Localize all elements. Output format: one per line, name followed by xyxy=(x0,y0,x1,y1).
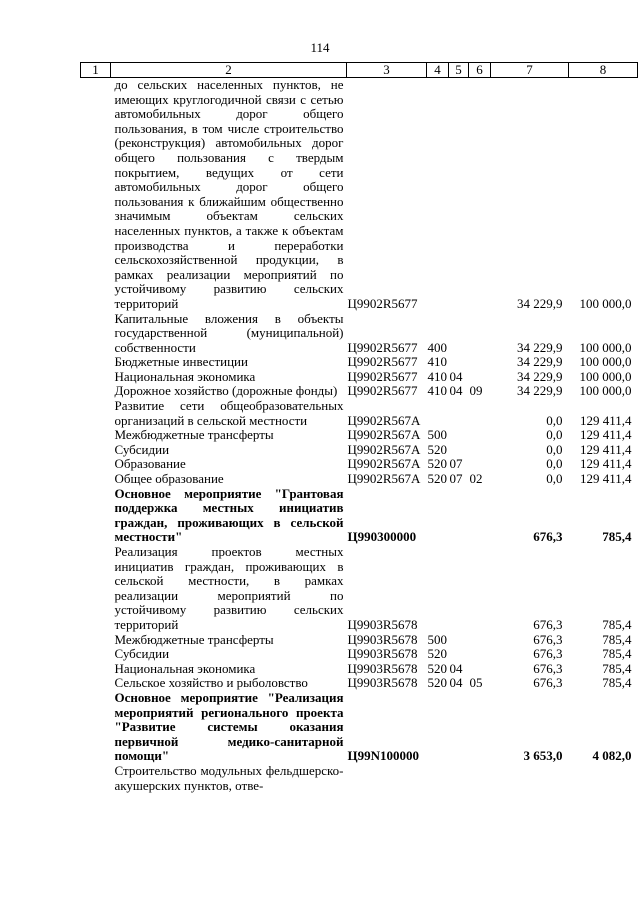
subsection-cell xyxy=(469,78,491,312)
target-article-code-cell: Ц9902R5677 xyxy=(347,368,418,384)
amount-cell: 4 082,0 xyxy=(592,748,632,764)
target-article-code-cell: Ц9902R567A xyxy=(347,456,421,472)
row-number-cell xyxy=(81,399,111,428)
amount-cell: 129 411,4 xyxy=(579,427,632,443)
section-cell xyxy=(449,399,469,428)
section-cell: 04 xyxy=(449,675,463,691)
table-row xyxy=(81,764,638,793)
table-row xyxy=(81,633,638,648)
description-cell: Развитие сети общеобразовательных организаций в сельской местности xyxy=(114,398,344,428)
subsection-cell: 02 xyxy=(469,471,483,487)
description-cell: Субсидии xyxy=(114,646,170,662)
row-number-cell xyxy=(81,647,111,662)
amount-cell: 100 000,0 xyxy=(579,339,632,355)
expense-type-cell: 410 xyxy=(427,368,447,384)
table-header-row xyxy=(81,63,638,78)
subsection-cell xyxy=(469,647,491,662)
table-row xyxy=(81,487,638,545)
amount-cell xyxy=(569,764,638,793)
row-number-cell xyxy=(81,370,111,385)
expense-type-cell: 400 xyxy=(427,339,447,355)
target-article-code-cell: Ц9902R567A xyxy=(347,427,421,443)
row-number-cell xyxy=(81,384,111,399)
target-article-code-cell xyxy=(347,764,427,793)
amount-cell: 34 229,9 xyxy=(517,354,563,370)
subsection-cell: 05 xyxy=(469,675,483,691)
table-row xyxy=(81,370,638,385)
description-cell: Национальная экономика xyxy=(114,368,256,384)
subsection-cell xyxy=(469,487,491,545)
column-header: 8 xyxy=(569,63,638,78)
expense-type-cell: 520 xyxy=(427,646,447,662)
row-number-cell xyxy=(81,428,111,443)
amount-cell xyxy=(491,764,569,793)
amount-cell: 34 229,9 xyxy=(517,295,563,311)
amount-cell: 676,3 xyxy=(533,660,563,676)
row-number-cell xyxy=(81,691,111,764)
section-cell: 07 xyxy=(449,456,463,472)
section-cell xyxy=(449,443,469,458)
page-number: 114 xyxy=(310,40,330,55)
amount-cell: 785,4 xyxy=(602,646,632,662)
expense-type-cell xyxy=(427,545,449,633)
amount-cell: 3 653,0 xyxy=(523,748,563,764)
target-article-code-cell: Ц9902R567A xyxy=(347,441,421,457)
target-article-code-cell: Ц9902R5677 xyxy=(347,383,418,399)
description-cell: Капитальные вложения в объекты государственной (муниципальной) собственности xyxy=(114,310,344,355)
subsection-cell xyxy=(469,428,491,443)
row-number-cell xyxy=(81,764,111,793)
table-row xyxy=(81,443,638,458)
section-cell: 07 xyxy=(449,471,463,487)
target-article-code-cell: Ц9903R5678 xyxy=(347,616,418,632)
section-cell xyxy=(449,487,469,545)
target-article-code-cell: Ц9902R567A xyxy=(347,412,421,428)
expense-type-cell xyxy=(427,691,449,764)
table-row xyxy=(81,312,638,356)
target-article-code-cell: Ц99N100000 xyxy=(347,748,419,764)
amount-cell: 676,3 xyxy=(533,675,563,691)
amount-cell: 0,0 xyxy=(546,412,563,428)
target-article-code-cell: Ц9903R5678 xyxy=(347,675,418,691)
description-cell: Общее образование xyxy=(114,471,224,487)
amount-cell: 100 000,0 xyxy=(579,383,632,399)
section-cell: 04 xyxy=(449,383,463,399)
table-row xyxy=(81,457,638,472)
column-header: 1 xyxy=(81,63,111,78)
row-number-cell xyxy=(81,78,111,312)
subsection-cell xyxy=(469,443,491,458)
expense-type-cell xyxy=(427,399,449,428)
description-cell: Основное мероприятие "Грантовая поддержка местных инициатив граждан, проживающих в сельской местности" xyxy=(114,485,344,545)
amount-cell: 129 411,4 xyxy=(579,412,632,428)
target-article-code-cell: Ц9903R5678 xyxy=(347,631,418,647)
subsection-cell xyxy=(469,545,491,633)
table-row xyxy=(81,428,638,443)
expense-type-cell: 520 xyxy=(427,441,447,457)
target-article-code-cell: Ц9902R567A xyxy=(347,471,421,487)
amount-cell: 676,3 xyxy=(533,529,563,545)
row-number-cell xyxy=(81,545,111,633)
description-cell: Основное мероприятие "Реализация мероприятий регионального проекта "Развитие системы оказания первичной медико-санитарной помощи" xyxy=(114,689,344,764)
amount-cell: 0,0 xyxy=(546,456,563,472)
description-cell: до сельских населенных пунктов, не имеющих круглогодичной связи с сетью автомобильных дорог общего пользования, в том числе строительство (реконструкция) автомобильных дорог общего пользования с твердым покрытием, ведущих от сети автомобильных дорог общего пользования к ближайшим общественно значимым объектам сельских населенных пунктов, а также к объектам производства и переработки сельскохозяйственной продукции, в рамках реализации мероприятий по устойчивому развитию сельских территорий xyxy=(114,77,344,311)
amount-cell: 129 411,4 xyxy=(579,456,632,472)
amount-cell: 676,3 xyxy=(533,631,563,647)
column-header: 7 xyxy=(491,63,569,78)
subsection-cell: 09 xyxy=(469,383,483,399)
table-row xyxy=(81,78,638,312)
amount-cell: 785,4 xyxy=(602,631,632,647)
target-article-code-cell: Ц990300000 xyxy=(347,529,417,545)
row-number-cell xyxy=(81,487,111,545)
table-row xyxy=(81,676,638,691)
section-cell xyxy=(449,691,469,764)
target-article-code-cell: Ц9902R5677 xyxy=(347,354,418,370)
expense-type-cell: 410 xyxy=(427,354,447,370)
table-row xyxy=(81,545,638,633)
target-article-code-cell: Ц9902R5677 xyxy=(347,339,418,355)
target-article-code-cell: Ц9902R5677 xyxy=(347,295,418,311)
row-number-cell xyxy=(81,662,111,677)
expense-type-cell: 410 xyxy=(427,383,447,399)
expense-type-cell: 520 xyxy=(427,660,447,676)
expense-type-cell xyxy=(427,78,449,312)
subsection-cell xyxy=(469,399,491,428)
section-cell xyxy=(449,78,469,312)
description-cell: Национальная экономика xyxy=(114,660,256,676)
description-cell: Межбюджетные трансферты xyxy=(114,631,274,647)
column-header: 3 xyxy=(347,63,427,78)
table-row xyxy=(81,691,638,764)
expense-type-cell: 500 xyxy=(427,631,447,647)
section-cell xyxy=(449,764,469,793)
subsection-cell xyxy=(469,355,491,370)
section-cell: 04 xyxy=(449,368,463,384)
column-header: 2 xyxy=(111,63,347,78)
subsection-cell xyxy=(469,312,491,356)
description-cell: Дорожное хозяйство (дорожные фонды) xyxy=(114,383,338,399)
column-header: 6 xyxy=(469,63,491,78)
expense-type-cell: 500 xyxy=(427,427,447,443)
table-row xyxy=(81,662,638,677)
amount-cell: 785,4 xyxy=(602,616,632,632)
description-cell: Строительство модульных фельдшерско-акушерских пунктов, отве- xyxy=(114,762,344,793)
amount-cell: 100 000,0 xyxy=(579,368,632,384)
table-row xyxy=(81,384,638,399)
column-header: 5 xyxy=(449,63,469,78)
amount-cell: 100 000,0 xyxy=(579,295,632,311)
amount-cell: 676,3 xyxy=(533,616,563,632)
description-cell: Образование xyxy=(114,456,186,472)
row-number-cell xyxy=(81,457,111,472)
amount-cell: 34 229,9 xyxy=(517,368,563,384)
section-cell xyxy=(449,633,469,648)
amount-cell: 785,4 xyxy=(602,529,632,545)
section-cell xyxy=(449,355,469,370)
amount-cell: 100 000,0 xyxy=(579,354,632,370)
expense-type-cell xyxy=(427,764,449,793)
subsection-cell xyxy=(469,633,491,648)
column-header: 4 xyxy=(427,63,449,78)
subsection-cell xyxy=(469,457,491,472)
section-cell: 04 xyxy=(449,660,463,676)
section-cell xyxy=(449,647,469,662)
section-cell xyxy=(449,428,469,443)
row-number-cell xyxy=(81,355,111,370)
table-row xyxy=(81,399,638,428)
target-article-code-cell: Ц9903R5678 xyxy=(347,646,418,662)
amount-cell: 129 411,4 xyxy=(579,471,632,487)
amount-cell: 34 229,9 xyxy=(517,383,563,399)
table-row xyxy=(81,355,638,370)
amount-cell: 0,0 xyxy=(546,427,563,443)
table-row xyxy=(81,647,638,662)
row-number-cell xyxy=(81,472,111,487)
amount-cell: 785,4 xyxy=(602,675,632,691)
amount-cell: 785,4 xyxy=(602,660,632,676)
table-body xyxy=(81,78,638,794)
expense-type-cell xyxy=(427,487,449,545)
amount-cell: 34 229,9 xyxy=(517,339,563,355)
row-number-cell xyxy=(81,443,111,458)
description-cell: Межбюджетные трансферты xyxy=(114,427,274,443)
description-cell: Субсидии xyxy=(114,441,170,457)
amount-cell: 676,3 xyxy=(533,646,563,662)
expense-type-cell: 520 xyxy=(427,456,447,472)
description-cell: Бюджетные инвестиции xyxy=(114,354,248,370)
description-cell: Реализация проектов местных инициатив граждан, проживающих в сельской местности, в рамках реализации мероприятий по устойчивому развитию сельских территорий xyxy=(114,544,344,632)
amount-cell: 0,0 xyxy=(546,471,563,487)
row-number-cell xyxy=(81,633,111,648)
budget-table xyxy=(80,62,638,793)
expense-type-cell: 520 xyxy=(427,471,447,487)
target-article-code-cell: Ц9903R5678 xyxy=(347,660,418,676)
subsection-cell xyxy=(469,764,491,793)
expense-type-cell: 520 xyxy=(427,675,447,691)
subsection-cell xyxy=(469,370,491,385)
amount-cell: 129 411,4 xyxy=(579,441,632,457)
amount-cell: 0,0 xyxy=(546,441,563,457)
description-cell: Сельское хозяйство и рыболовство xyxy=(114,675,308,691)
row-number-cell xyxy=(81,312,111,356)
section-cell xyxy=(449,545,469,633)
subsection-cell xyxy=(469,662,491,677)
row-number-cell xyxy=(81,676,111,691)
section-cell xyxy=(449,312,469,356)
table-row xyxy=(81,472,638,487)
subsection-cell xyxy=(469,691,491,764)
